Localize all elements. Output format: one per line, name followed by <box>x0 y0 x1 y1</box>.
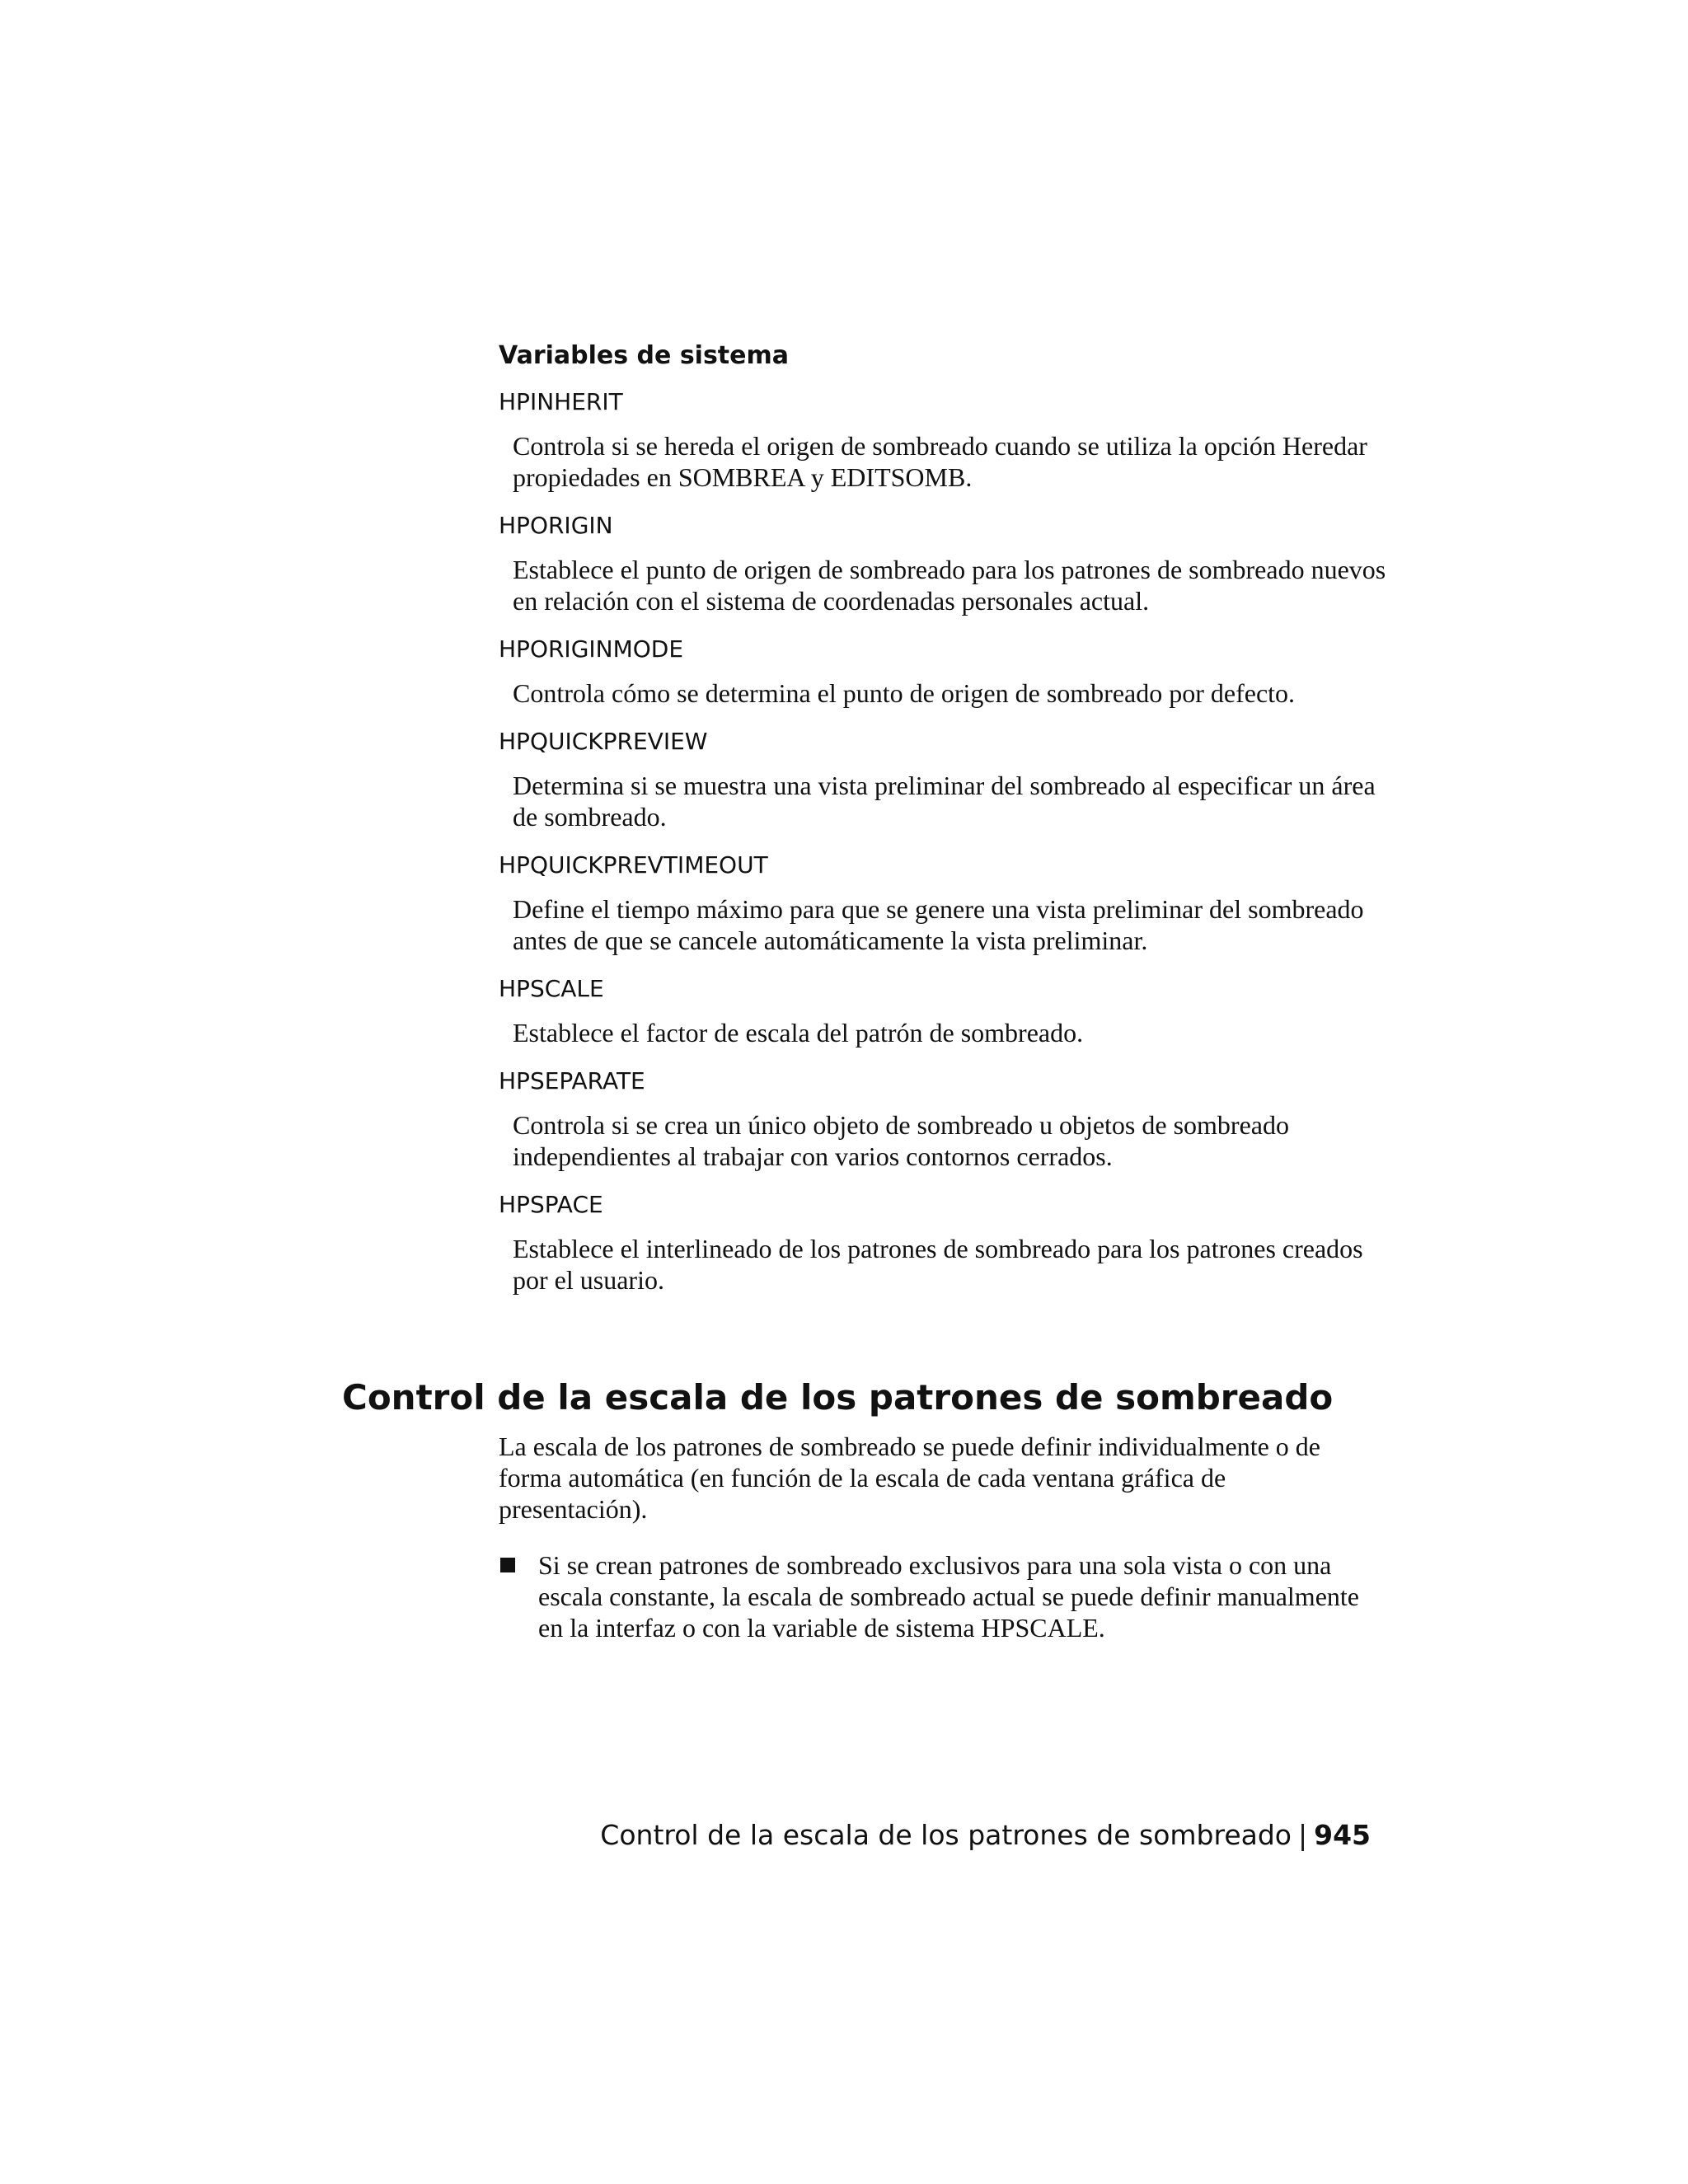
footer-separator: | <box>1297 1819 1308 1851</box>
variable-term: HPSCALE <box>499 975 604 1002</box>
intro-paragraph: La escala de los patrones de sombreado se puede definir individualmente o de forma automática (en función de la escala de cada ventana gráfica de presentación). <box>499 1432 1320 1524</box>
variable-description: Determina si se muestra una vista preliminar del sombreado al especificar un área de sombreado. <box>513 771 1376 832</box>
variable-description: Controla cómo se determina el punto de origen de sombreado por defecto. <box>513 678 1296 708</box>
variable-description: Define el tiempo máximo para que se genere una vista preliminar del sombreado antes de que se cancele automáticamente la vista preliminar. <box>513 894 1364 955</box>
system-variables-section <box>499 338 1386 1310</box>
variable-description: Establece el factor de escala del patrón de sombreado. <box>513 1018 1084 1047</box>
main-heading: Control de la escala de los patrones de sombreado <box>342 1377 1334 1418</box>
variable-description: Establece el interlineado de los patrones de sombreado para los patrones creados por el usuario. <box>513 1234 1363 1295</box>
variable-term: HPORIGIN <box>499 512 613 539</box>
square-bullet-icon <box>500 1558 515 1572</box>
variable-term: HPSPACE <box>499 1191 603 1218</box>
variable-term: HPSEPARATE <box>499 1067 645 1094</box>
variable-term: HPORIGINMODE <box>499 635 684 663</box>
variable-term: HPQUICKPREVIEW <box>499 728 708 755</box>
page-footer <box>600 1816 1371 1854</box>
variable-description: Controla si se crea un único objeto de sombreado u objetos de sombreado independientes al trabajar con varios contornos cerrados. <box>513 1110 1289 1171</box>
running-title: Control de la escala de los patrones de sombreado <box>600 1819 1292 1851</box>
variable-description: Controla si se hereda el origen de sombreado cuando se utiliza la opción Heredar propiedades en SOMBREA y EDITSOMB. <box>513 431 1367 492</box>
page-number: 945 <box>1314 1819 1371 1851</box>
scale-control-section <box>499 1431 1381 1643</box>
variable-term: HPQUICKPREVTIMEOUT <box>499 851 768 879</box>
section-heading: Variables de sistema <box>499 341 790 370</box>
bullet-item <box>499 1549 1381 1643</box>
bullet-text: Si se crean patrones de sombreado exclusivos para una sola vista o con una escala constante, la escala de sombreado actual se puede definir manualmente en la interfaz o con la variable de sistema HPSCALE. <box>538 1550 1359 1643</box>
variable-term: HPINHERIT <box>499 388 623 415</box>
variable-description: Establece el punto de origen de sombreado para los patrones de sombreado nuevos en relación con el sistema de coordenadas personales actual. <box>513 555 1386 616</box>
